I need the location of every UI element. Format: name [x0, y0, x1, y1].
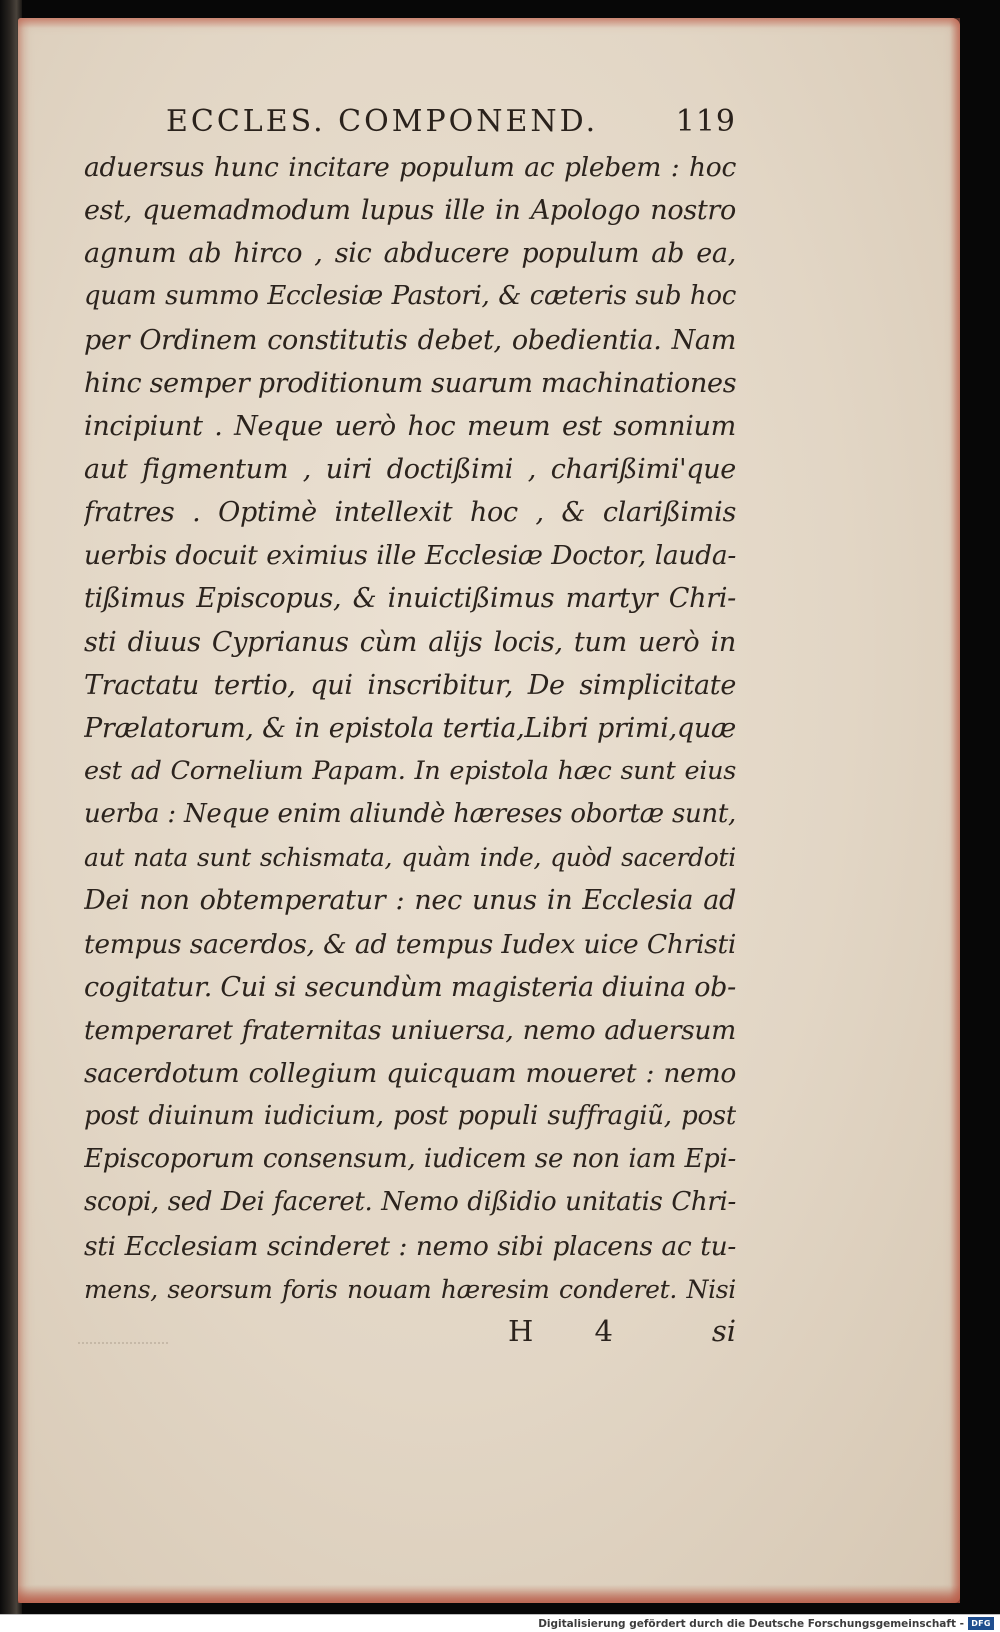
page-number: 119 [675, 104, 736, 139]
page-edge-stain-top [18, 18, 960, 28]
body-text [84, 146, 736, 1311]
text-line: Dei non obtemperatur : nec unus in Ecclesia ad [84, 885, 736, 917]
text-line: est ad Cornelium Papam. In epistola hæc sunt eius [84, 755, 736, 786]
book-page [18, 18, 960, 1603]
text-line: sti diuus Cyprianus cùm alijs locis, tum uerò in [84, 626, 736, 658]
text-line: sti Ecclesiam scinderet : nemo sibi placens ac tu- [84, 1230, 736, 1262]
text-line: temperaret fraternitas uniuersa, nemo aduersum [84, 1014, 736, 1046]
signature-mark: H 4 [508, 1314, 639, 1348]
digitization-credit-bar [0, 1614, 1000, 1632]
page-header [166, 100, 736, 144]
credit-text: Digitalisierung gefördert durch die Deutsche Forschungsgemeinschaft - [538, 1618, 964, 1630]
text-line: hinc semper proditionum suarum machinationes [84, 367, 736, 399]
text-line: aduersus hunc incitare populum ac plebem : hoc [84, 152, 736, 183]
text-line: uerba : Neque enim aliundè hæreses obortæ sunt, [84, 799, 736, 830]
text-line: tißimus Episcopus, & inuictißimus martyr Chri- [84, 583, 736, 615]
text-line: Tractatu tertio, qui inscribitur, De simplicitate [84, 669, 736, 701]
text-line: Episcoporum consensum, iudicem se non iam Epi- [84, 1144, 736, 1175]
text-line: per Ordinem constitutis debet, obedientia. Nam [84, 324, 736, 356]
text-line: tempus sacerdos, & ad tempus Iudex uice Christi [84, 928, 736, 960]
text-line: scopi, sed Dei faceret. Nemo dißidio unitatis Chri- [84, 1187, 736, 1218]
text-line: incipiunt . Neque uerò hoc meum est somnium [84, 410, 736, 442]
text-line: aut figmentum , uiri doctißimi , charißimi'que [84, 453, 736, 485]
text-line: Prælatorum, & in epistola tertia,Libri primi,quæ [84, 712, 736, 744]
running-head: ECCLES. COMPONEND. [166, 104, 599, 139]
text-line: post diuinum iudicium, post populi suffragiũ, post [84, 1101, 736, 1132]
show-through-mark [78, 1320, 168, 1344]
catchword: si [711, 1314, 736, 1348]
text-line: uerbis docuit eximius ille Ecclesiæ Doctor, lauda- [84, 540, 736, 572]
page-edge-stain-right [950, 18, 960, 1603]
text-line: agnum ab hirco , sic abducere populum ab ea, [84, 238, 736, 270]
text-line: aut nata sunt schismata, quàm inde, quòd sacerdoti [84, 843, 736, 873]
text-line: mens, seorsum foris nouam hæresim conderet. Nisi [84, 1274, 736, 1304]
text-line: sacerdotum collegium quicquam moueret : nemo [84, 1057, 736, 1089]
text-line: est, quemadmodum lupus ille in Apologo nostro [84, 195, 736, 227]
text-line: quam summo Ecclesiæ Pastori, & cæteris sub hoc [84, 281, 736, 312]
page-footer [508, 1314, 736, 1358]
page-edge-stain-bottom [18, 1585, 960, 1603]
text-line: cogitatur. Cui si secundùm magisteria diuina ob- [84, 971, 736, 1003]
dfg-logo: DFG [968, 1617, 994, 1630]
text-line: fratres . Optimè intellexit hoc , & clarißimis [84, 497, 736, 529]
